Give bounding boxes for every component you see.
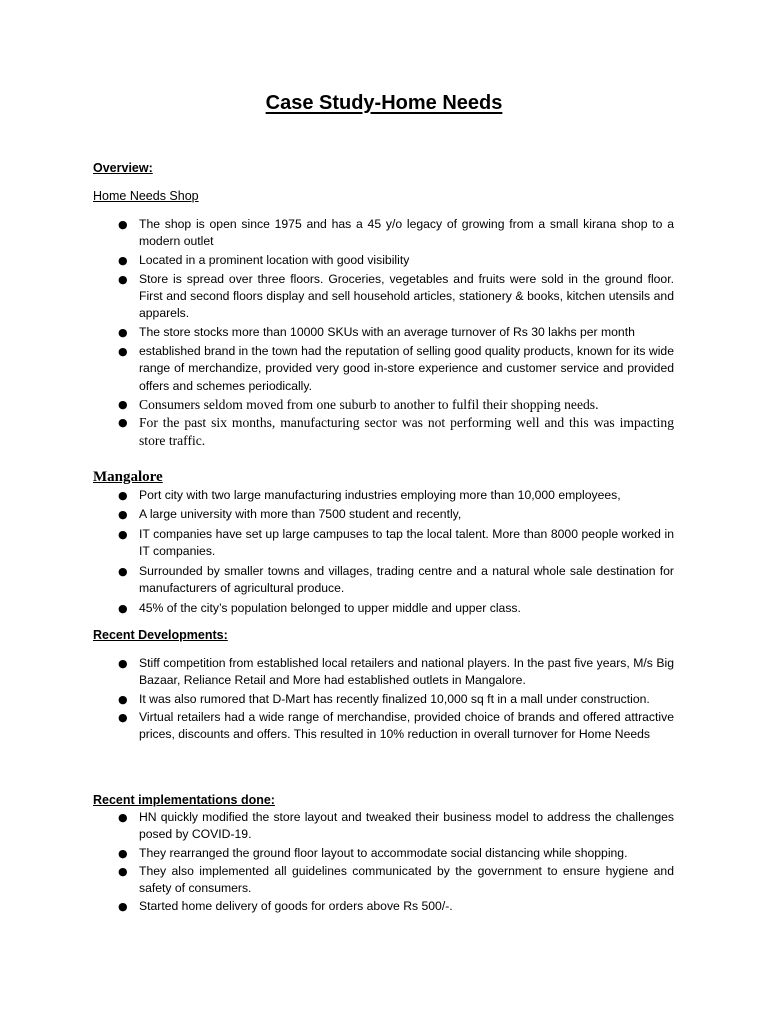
list-item: ● Store is spread over three floors. Groceries, vegetables and fruits were sold in the ground floor. First and second floors display and sell household articles, stationery & books, kitchen utensils and apparels. bbox=[118, 271, 674, 321]
bullet-icon: ● bbox=[118, 811, 128, 824]
overview-bullet-list bbox=[118, 216, 674, 449]
bullet-icon: ● bbox=[118, 601, 128, 615]
home-needs-shop-subheading: Home Needs Shop bbox=[93, 189, 199, 203]
list-item: ● Port city with two large manufacturing industries employing more than 10,000 employees, bbox=[139, 487, 674, 504]
bullet-icon: ● bbox=[118, 565, 128, 579]
overview-heading: Overview: bbox=[93, 161, 153, 175]
bullet-icon: ● bbox=[118, 692, 128, 706]
bullet-icon: ● bbox=[118, 253, 128, 267]
bullet-icon: ● bbox=[118, 345, 128, 359]
bullet-icon: ● bbox=[118, 900, 128, 914]
mangalore-heading: Mangalore bbox=[93, 469, 163, 485]
list-item: ● established brand in the town had the reputation of selling good quality products, known for its wide range of merchandize, provided very good in-store experience and customer service and provided offers and schemes periodically. bbox=[118, 344, 674, 393]
recent-developments-heading: Recent Developments: bbox=[93, 628, 228, 642]
bullet-icon: ● bbox=[118, 272, 128, 286]
list-item: ● For the past six months, manufacturing sector was not performing well and this was impacting store traffic. bbox=[118, 415, 674, 448]
list-item: ● Located in a prominent location with good visibility bbox=[139, 252, 674, 269]
recent-implementations-bullet-list bbox=[118, 809, 674, 916]
list-item: ● HN quickly modified the store layout and tweaked their business model to address the challenges posed by COVID-19. bbox=[118, 810, 674, 842]
recent-developments-bullet-list bbox=[118, 655, 674, 743]
list-item: ● Started home delivery of goods for orders above Rs 500/-. bbox=[139, 898, 674, 915]
list-item: ● They rearranged the ground floor layout to accommodate social distancing while shopping. bbox=[139, 845, 674, 862]
list-item: ● The store stocks more than 10000 SKUs with an average turnover of Rs 30 lakhs per month bbox=[139, 324, 674, 341]
bullet-icon: ● bbox=[118, 657, 128, 670]
list-item: ● A large university with more than 7500 student and recently, bbox=[139, 506, 674, 523]
bullet-icon: ● bbox=[118, 710, 128, 724]
recent-implementations-heading: Recent implementations done: bbox=[93, 793, 275, 807]
list-item: ● It was also rumored that D-Mart has recently finalized 10,000 sq ft in a mall under construction. bbox=[139, 691, 674, 708]
list-item: ● Virtual retailers had a wide range of merchandise, provided choice of brands and offered attractive prices, discounts and offers. This resulted in 10% reduction in overall turnover for Home Needs bbox=[118, 709, 674, 742]
list-item: ● 45% of the city’s population belonged to upper middle and upper class. bbox=[139, 600, 674, 617]
bullet-icon: ● bbox=[118, 846, 128, 860]
bullet-icon: ● bbox=[118, 508, 128, 522]
list-item: ● Surrounded by smaller towns and villages, trading centre and a natural whole sale destination for manufacturers of agricultural produce. bbox=[118, 564, 674, 596]
bullet-icon: ● bbox=[118, 489, 128, 502]
document-title: Case Study-Home Needs bbox=[265, 92, 503, 114]
bullet-icon: ● bbox=[118, 527, 128, 541]
list-item: ● IT companies have set up large campuses to tap the local talent. More than 8000 people worked in IT companies. bbox=[118, 526, 674, 558]
list-item: ● They also implemented all guidelines communicated by the government to ensure hygiene and safety of consumers. bbox=[118, 863, 674, 896]
list-item: ● Consumers seldom moved from one suburb to another to fulfil their shopping needs. bbox=[118, 396, 599, 412]
list-item: ● The shop is open since 1975 and has a 45 y/o legacy of growing from a small kirana shop to a modern outlet bbox=[118, 217, 674, 249]
bullet-icon: ● bbox=[118, 218, 128, 231]
bullet-icon: ● bbox=[118, 416, 128, 430]
bullet-icon: ● bbox=[118, 397, 128, 411]
bullet-icon: ● bbox=[118, 864, 128, 878]
mangalore-bullet-list bbox=[118, 487, 674, 617]
bullet-icon: ● bbox=[118, 325, 128, 339]
list-item: ● Stiff competition from established local retailers and national players. In the past five years, M/s Big Bazaar, Reliance Retail and More had established outlets in Mangalore. bbox=[118, 656, 674, 688]
